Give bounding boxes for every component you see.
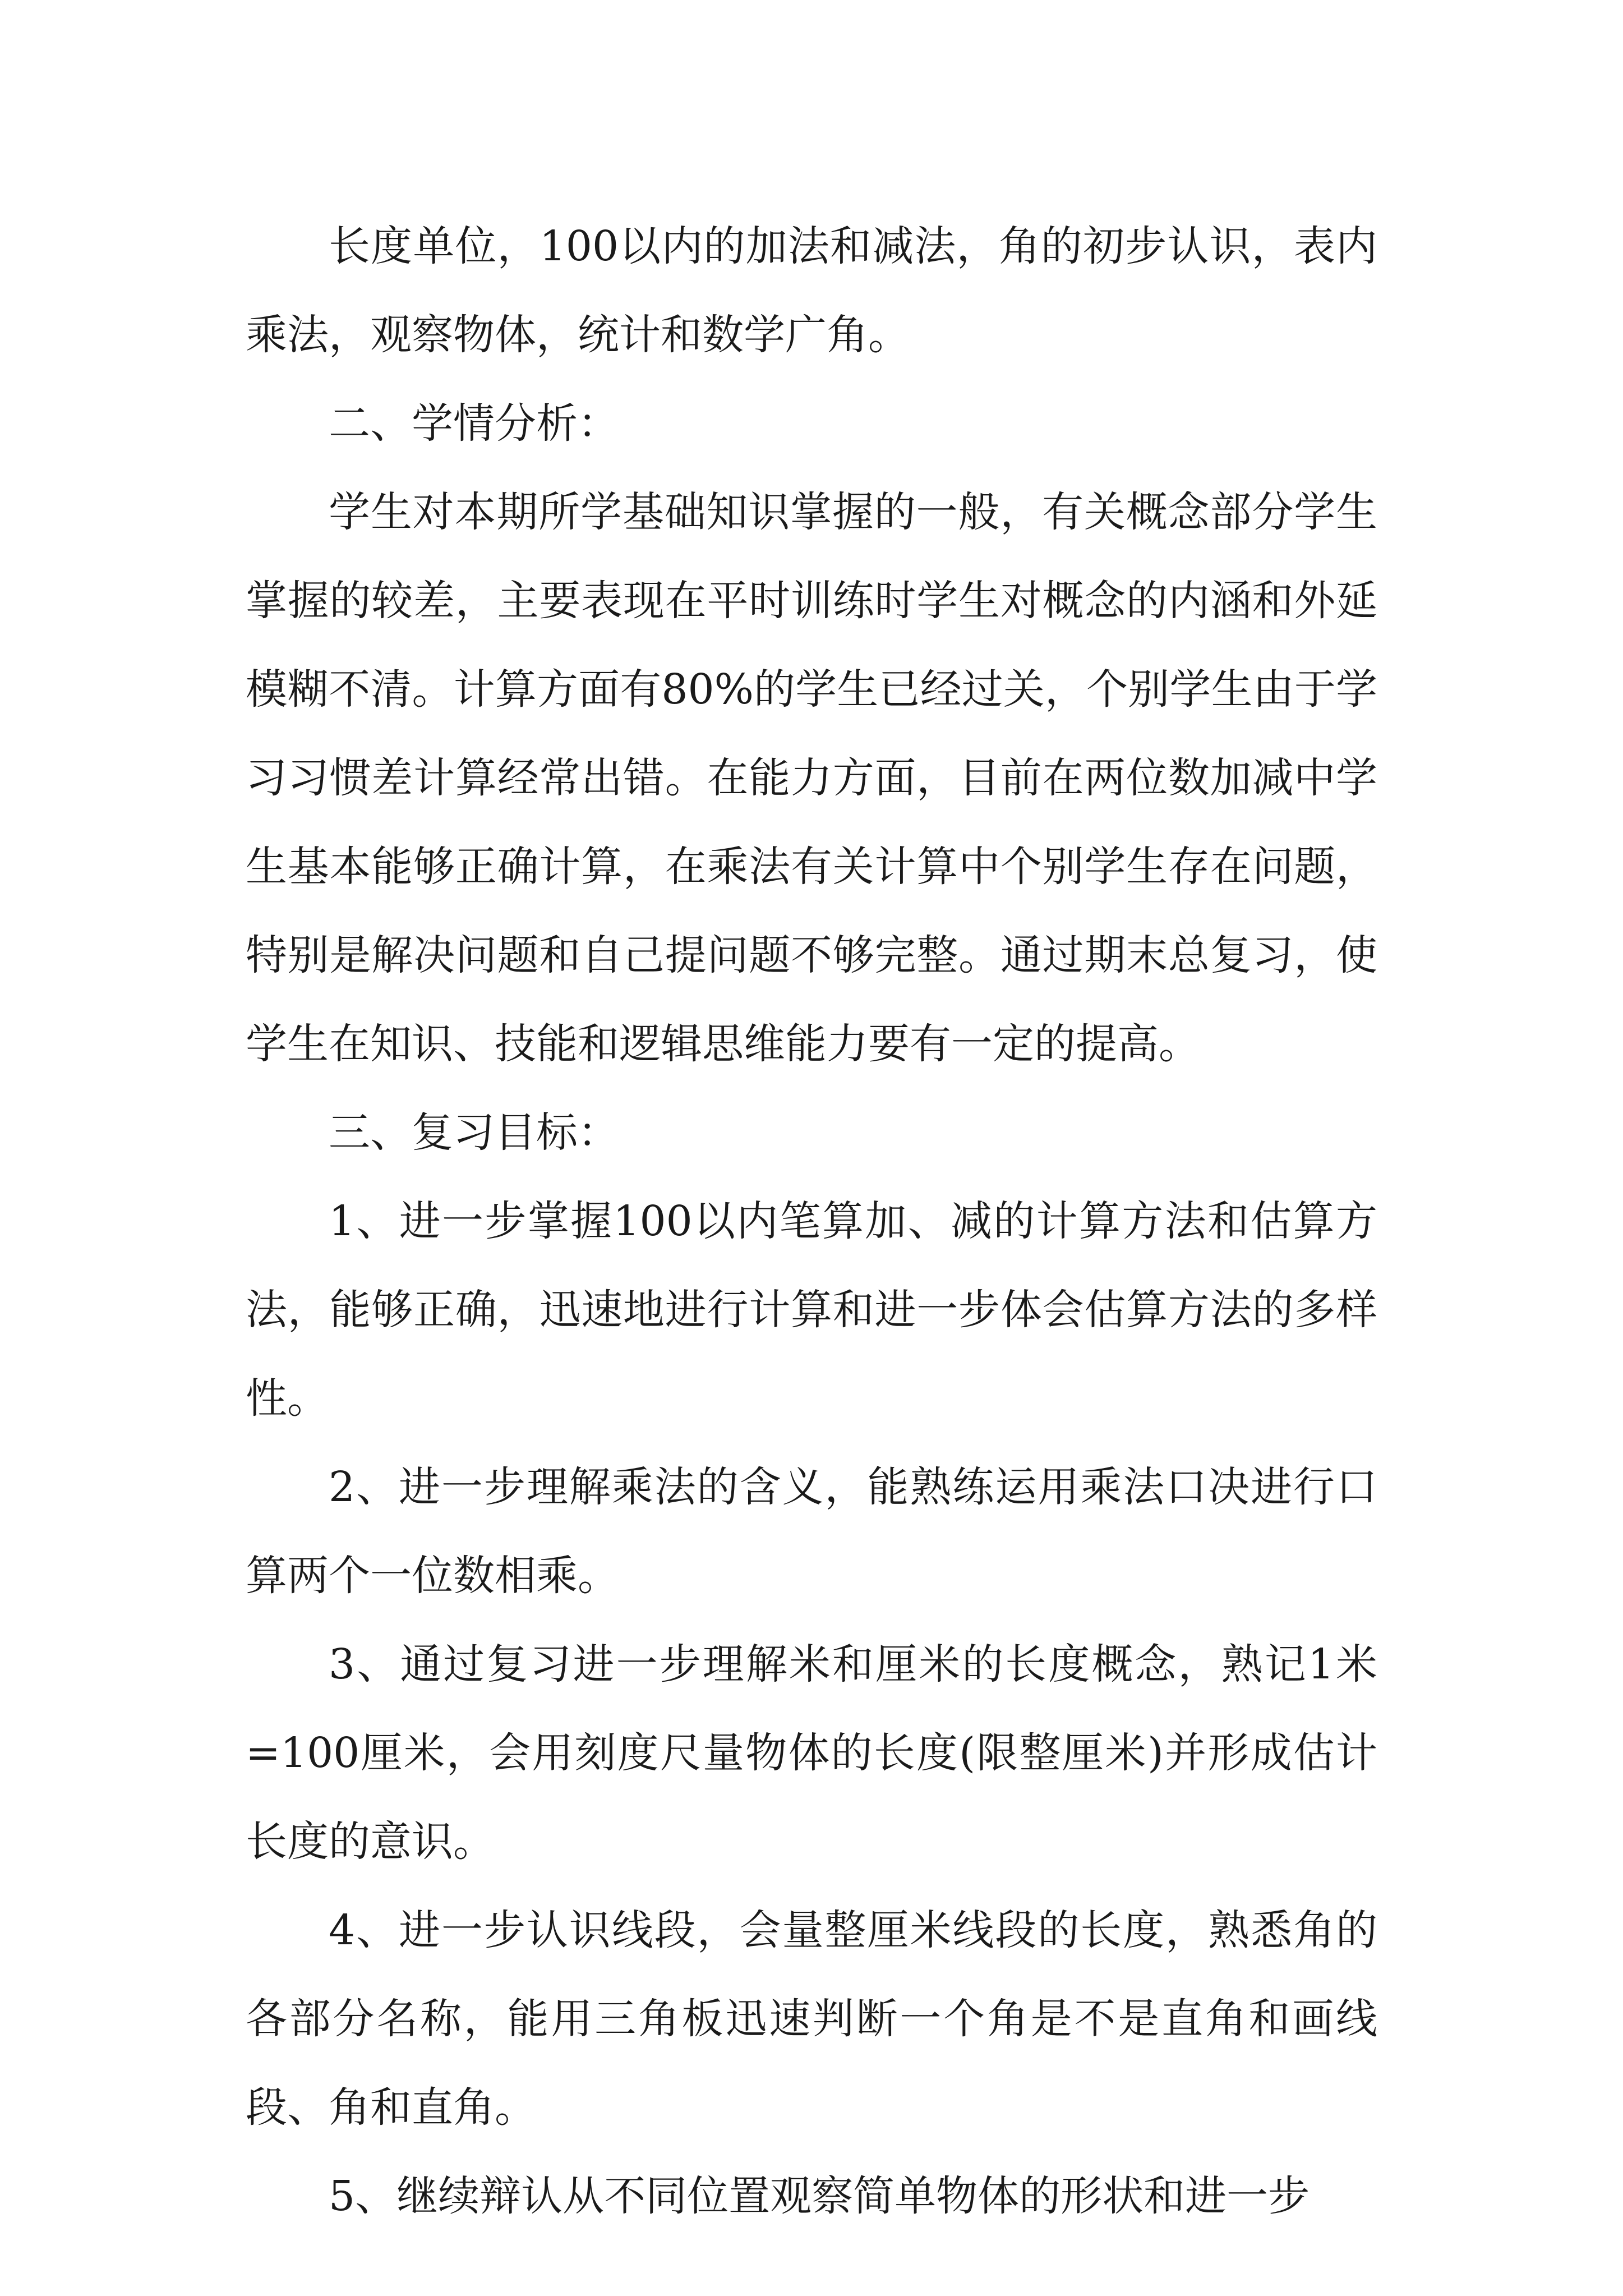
paragraph-curriculum-units: 长度单位，100以内的加法和减法，角的初步认识，表内乘法，观察物体，统计和数学广角。 — [246, 222, 1377, 359]
document-body — [246, 202, 1377, 2240]
goal-item-1: 1、进一步掌握100以内笔算加、减的计算方法和估算方法，能够正确，迅速地进行计算和进一步体会估算方法的多样性。 — [246, 1197, 1377, 1423]
goal-item-4: 4、进一步认识线段，会量整厘米线段的长度，熟悉角的各部分名称，能用三角板迅速判断一个角是不是直角和画线段、角和直角。 — [246, 1906, 1377, 2132]
heading-review-goals: 三、复习目标： — [329, 1108, 619, 1157]
paragraph-student-analysis: 学生对本期所学基础知识掌握的一般，有关概念部分学生掌握的较差，主要表现在平时训练时学生对概念的内涵和外延模糊不清。计算方面有80%的学生已经过关，个别学生由于学习习惯差计算经常出错。在能力方面，目前在两位数加减中学生基本能够正确计算，在乘法有关计算中个别学生存在问题，特别是解决问题和自己提问题不够完整。通过期末总复习，使学生在知识、技能和逻辑思维能力要有一定的提高。 — [246, 488, 1377, 1068]
goal-item-5: 5、继续辩认从不同位置观察简单物体的形状和进一步 — [329, 2172, 1310, 2220]
goal-item-3: 3、通过复习进一步理解米和厘米的长度概念，熟记1米=100厘米，会用刻度尺量物体的长度(限整厘米)并形成估计长度的意识。 — [246, 1640, 1377, 1866]
goal-item-2: 2、进一步理解乘法的含义，能熟练运用乘法口决进行口算两个一位数相乘。 — [246, 1463, 1377, 1600]
heading-student-analysis: 二、学情分析： — [329, 399, 619, 448]
